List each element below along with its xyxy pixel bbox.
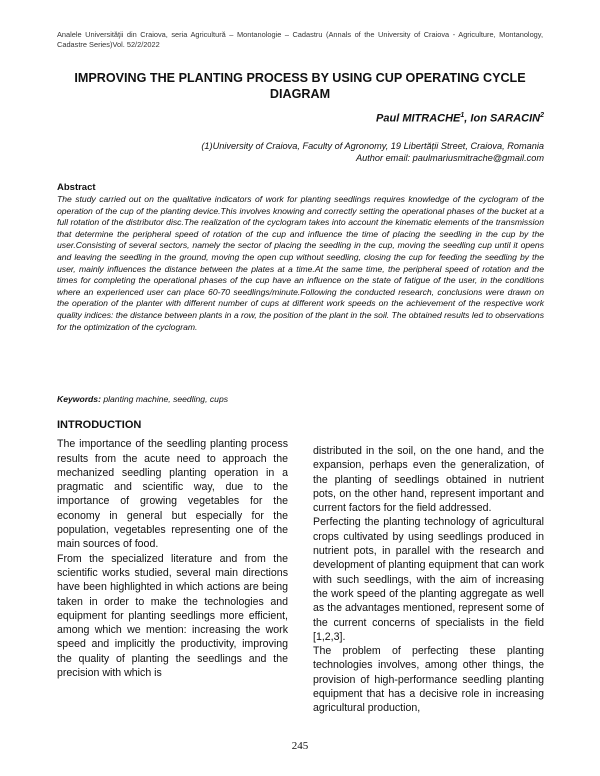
left-column	[57, 418, 288, 680]
introduction-heading: INTRODUCTION	[57, 419, 142, 431]
author-email: Author email: paulmariusmitrache@gmail.com	[355, 153, 544, 163]
paragraph: The problem of perfecting these planting technologies involves, among other things, the provision of high-performance seedling planting equipment that has a decisive role in increasing agricultural production,	[313, 645, 544, 715]
abstract-text: The study carried out on the qualitative indicators of work for planting seedlings requires knowledge of the cyclogram of the operation of the cup of the planting device.This involves knowing and correctly setting the operational phases of the bucket at a full rotation of the distributor disc.The realization of the cyclogram takes into account the kinematic elements of the transmission that determine the peripheral speed of rotation of the cup and influence the time of placing the seedling in the cup by the user.Consisting of several sectors, namely the sector of placing the seedling in the cup, moving the seedling cup until it opens and leaving the seedling in the ground, moving the open cup without seedling, closing the cup for feeding the seedling by the user, mainly influences the distance between the plates at a time.At the same time, the peripheral speed of rotation and the times for completing the operational phases of the cup have an influence on the state of fatigue of the user, in the conditions where an experienced user can place 60-70 seedlings/minute.Following the conducted research, conclusions were drawn on the operation of the planter with different number of cups at different work speeds on the achievement of the respective work quality indices: the distance between plants in a row, the position of the plant in the soil. The obtained results led to observations for the optimization of the cyclogram.	[57, 194, 544, 332]
paragraph: The importance of the seedling planting process results from the acute need to approach the mechanized seedling planting operation in a pragmatic and scientific way, due to the importance of growing vegetables for the economy in general but especially for the population, vegetables representing one of the main sources of food.	[57, 438, 288, 551]
paragraph: Perfecting the planting technology of agricultural crops cultivated by using seedlings produced in nutrient pots, in parallel with the research and development of planting equipment that can work with such seedlings, with the aim of increasing the work speed of the planting aggregate as well as the advantages mentioned, represent some of the current concerns of specialists in the field [1,2,3].	[313, 516, 544, 643]
right-column	[313, 444, 544, 716]
keywords-list: planting machine, seedling, cups	[100, 394, 229, 404]
author-separator: ,	[464, 112, 471, 125]
author-1: Paul MITRACHE	[376, 112, 461, 125]
author-2-superscript: 2	[540, 112, 544, 119]
author-1-superscript: 1	[460, 112, 465, 119]
page-number: 245	[291, 740, 309, 752]
authors	[376, 112, 544, 125]
keywords-label: Keywords:	[57, 394, 101, 404]
journal-header: Analele Universităţii din Craiova, seria Agricultură – Montanologie – Cadastru (Annals of the University of Craiova - Agriculture, Montanology, Cadastre Series)Vol. 52/2/2022	[57, 30, 543, 49]
paragraph: From the specialized literature and from the scientific works studied, several main directions have been highlighted in which actions are being taken in order to make the technologies and equipment for planting seedlings more efficient, among which we mention: increasing the work speed and implicitly the productivity, improving the quality of planting the seedlings and the precision with which is	[57, 552, 288, 680]
keywords	[57, 394, 228, 404]
paper-title: IMPROVING THE PLANTING PROCESS BY USING CUP OPERATING CYCLE DIAGRAM	[74, 71, 526, 101]
paragraph: distributed in the soil, on the one hand, and the expansion, perhaps even the generalization, of the planting of seedlings obtained in nutrient pots, on the other hand, represent important and current factors for the field addressed.	[313, 445, 544, 515]
affiliation-line: (1)University of Craiova, Faculty of Agronomy, 19 Libertății Street, Craiova, Romania	[201, 141, 544, 151]
abstract-heading: Abstract	[57, 182, 96, 193]
affiliation	[201, 140, 544, 164]
author-2: Ion SARACIN	[470, 112, 541, 125]
